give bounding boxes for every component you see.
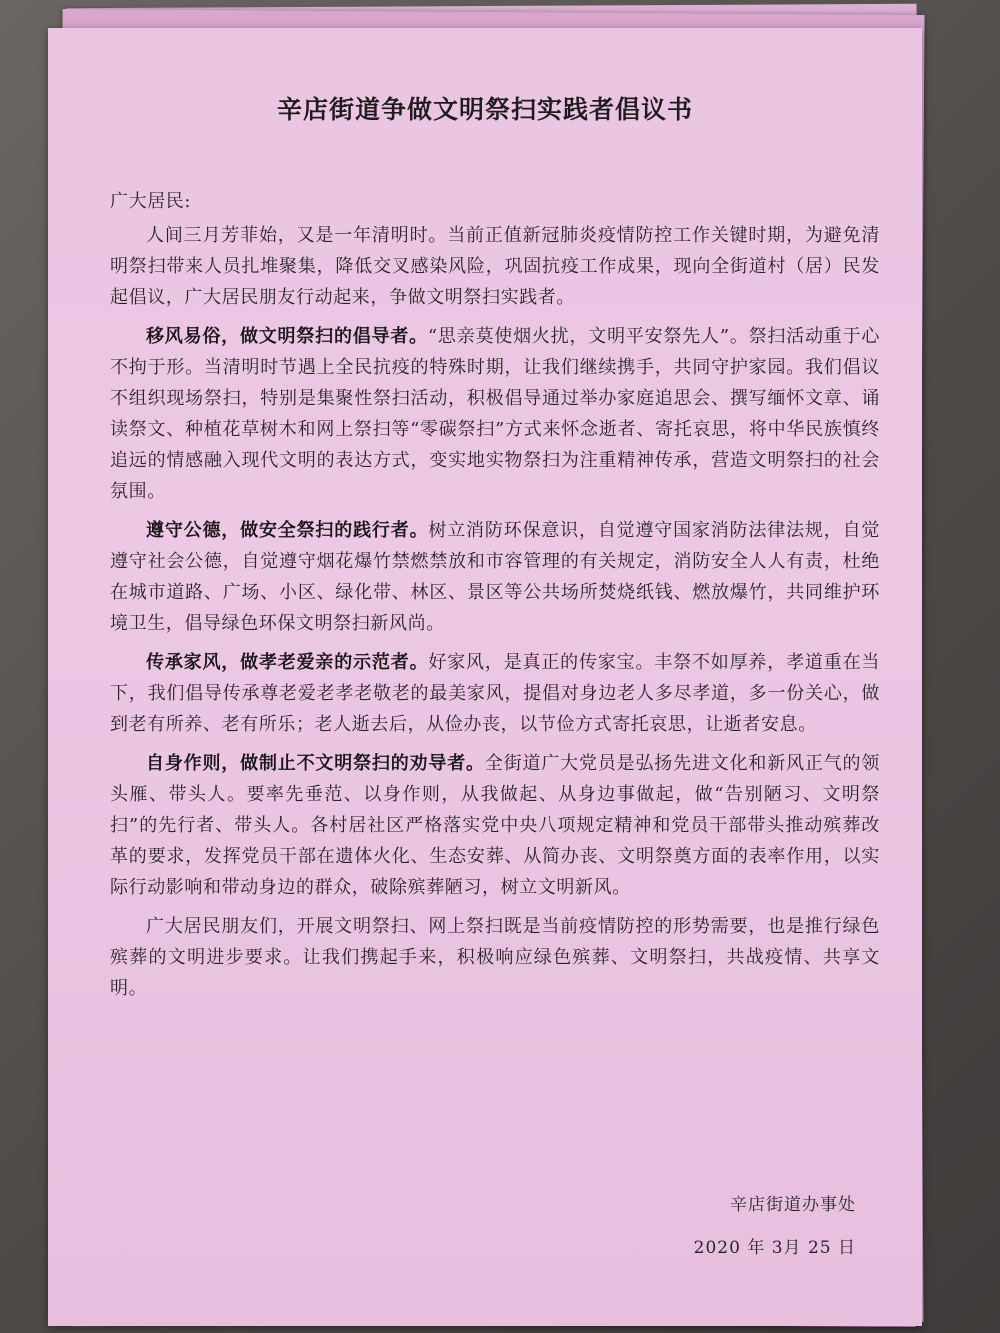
section-paragraph [110, 647, 880, 740]
closing-paragraph: 广大居民朋友们，开展文明祭扫、网上祭扫既是当前疫情防控的形势需要，也是推行绿色殡葬的文明进步要求。让我们携起手来，积极响应绿色殡葬、文明祭扫，共战疫情、共享文明。 [110, 916, 880, 999]
section-body: “思亲莫使烟火扰，文明平安祭先人”。祭扫活动重于心不拘于形。当清明时节遇上全民抗疫的特殊时期，让我们继续携手，共同守护家园。我们倡议不组织现场祭扫，特别是集聚性祭扫活动，积极倡导通过举办家庭追思会、撰写缅怀文章、诵读祭文、种植花草树木和网上祭扫等“零碳祭扫”方式来怀念逝者、寄托哀思，将中华民族慎终追远的情感融入现代文明的表达方式，变实地实物祭扫为注重精神传承，营造文明祭扫的社会氛围。 [110, 326, 880, 502]
section-heading: 移风易俗，做文明祭扫的倡导者。 [146, 326, 428, 347]
document-title: 辛店街道争做文明祭扫实践者倡议书 [276, 95, 693, 124]
signature-org: 辛店街道办事处 [730, 1195, 856, 1215]
signature-block [694, 1190, 856, 1276]
section-body: 好家风，是真正的传家宝。丰祭不如厚养，孝道重在当下，我们倡导传承尊老爱老孝老敬老的最美家风，提倡对身边老人多尽孝道，多一份关心，做到老有所养、老有所乐；老人逝去后，从俭办丧，以节俭方式寄托哀思，让逝者安息。 [110, 652, 880, 735]
signature-date: 2020 年 3月 25 日 [693, 1238, 856, 1258]
section-body: 树立消防环保意识，自觉遵守国家消防法律法规，自觉遵守社会公德，自觉遵守烟花爆竹禁燃禁放和市容管理的有关规定，消防安全人人有责，杜绝在城市道路、广场、小区、绿化带、林区、景区等公共场所焚烧纸钱、燃放爆竹，共同维护环境卫生，倡导绿色环保文明祭扫新风尚。 [110, 520, 880, 634]
section-paragraph [110, 748, 880, 903]
section-body: 全街道广大党员是弘扬先进文化和新风正气的领头雁、带头人。要率先垂范、以身作则，从我做起、从身边事做起，做“告别陋习、文明祭扫”的先行者、带头人。各村居社区严格落实党中央八项规定精神和党员干部带头推动殡葬改革的要求，发挥党员干部在遗体火化、生态安葬、从简办丧、文明祭奠方面的表率作用，以实际行动影响和带动身边的群众，破除殡葬陋习，树立文明新风。 [110, 753, 880, 898]
document-body [110, 186, 880, 1012]
section-heading: 传承家风，做孝老爱亲的示范者。 [146, 652, 429, 673]
section-paragraph [110, 321, 880, 507]
section-heading: 遵守公德，做安全祭扫的践行者。 [146, 520, 429, 541]
salutation: 广大居民: [110, 191, 192, 212]
section-heading: 自身作则，做制止不文明祭扫的劝导者。 [146, 753, 485, 774]
intro-paragraph: 人间三月芳菲始，又是一年清明时。当前正值新冠肺炎疫情防控工作关键时期，为避免清明祭扫带来人员扎堆聚集，降低交叉感染风险，巩固抗疫工作成果，现向全街道村（居）民发起倡议，广大居民朋友行动起来，争做文明祭扫实践者。 [110, 225, 880, 308]
section-paragraph [110, 515, 880, 639]
document-page [48, 28, 922, 1326]
